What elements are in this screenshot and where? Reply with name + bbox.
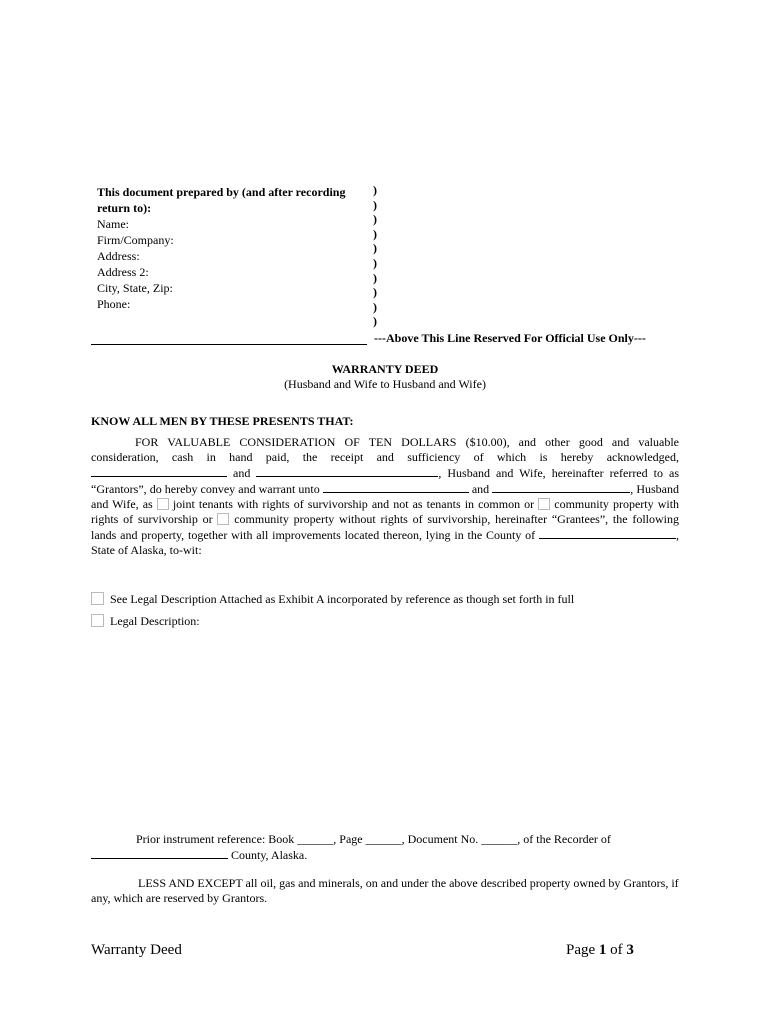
field-firm: Firm/Company: bbox=[97, 233, 174, 247]
page-label: Page bbox=[566, 942, 596, 958]
grantor2-blank[interactable] bbox=[256, 465, 438, 477]
community-no-survivorship-checkbox[interactable] bbox=[217, 513, 229, 525]
document-title: WARRANTY DEED bbox=[331, 362, 439, 376]
paren: ) bbox=[373, 241, 377, 256]
legal-description-checkbox[interactable] bbox=[91, 614, 104, 627]
comma: , bbox=[630, 482, 634, 496]
community-survivorship-text: community property with rights of survivorship or bbox=[91, 497, 680, 526]
page-number bbox=[566, 943, 634, 958]
paren: ) bbox=[373, 226, 377, 241]
less-and-except-text: LESS AND EXCEPT all oil, gas and minerals, on and under the above described property owned by Grantors, if any, which are reserved by Grantors. bbox=[91, 876, 679, 905]
document-subtitle: (Husband and Wife to Husband and Wife) bbox=[284, 377, 486, 391]
footer-title: Warranty Deed bbox=[91, 942, 182, 958]
paren: ) bbox=[373, 183, 377, 197]
paren: ) bbox=[373, 270, 377, 285]
less-and-except bbox=[91, 876, 679, 906]
community-no-survivorship-text: community property without rights of survivorship, hereinafter “Grantees”, the following lands and property, together with all improvements located thereon, lying in the County of bbox=[91, 512, 680, 542]
field-city-state-zip: City, State, Zip: bbox=[97, 281, 173, 295]
of-label: of bbox=[610, 942, 623, 958]
exhibit-checkbox[interactable] bbox=[91, 592, 104, 605]
paren: ) bbox=[373, 255, 377, 270]
state-text: , State of Alaska, to-wit: bbox=[91, 528, 680, 557]
know-all-heading: KNOW ALL MEN BY THESE PRESENTS THAT: bbox=[91, 414, 354, 428]
and-text: and bbox=[471, 482, 490, 496]
grantor1-blank[interactable] bbox=[91, 465, 227, 477]
field-address2: Address 2: bbox=[97, 265, 149, 279]
preparer-heading: This document prepared by (and after recording bbox=[97, 185, 346, 199]
legal-description-option bbox=[91, 613, 200, 629]
county-blank[interactable] bbox=[539, 527, 676, 539]
current-page: 1 bbox=[598, 942, 607, 958]
field-address: Address: bbox=[97, 249, 140, 263]
paren: ) bbox=[373, 314, 377, 329]
paren: ) bbox=[373, 197, 377, 212]
and-text: and bbox=[233, 466, 251, 480]
field-phone: Phone: bbox=[97, 297, 131, 311]
prior-instrument bbox=[91, 832, 679, 863]
preparer-heading-cont: return to): bbox=[97, 201, 152, 215]
grantors-text: , Husband and Wife, hereinafter referred to as “Grantors”, do hereby convey and warrant unto bbox=[91, 466, 679, 496]
prior-instrument-text: Prior instrument reference: Book ______, Page ______, Document No. ______, of the Recorder of bbox=[136, 832, 611, 846]
exhibit-option bbox=[91, 591, 574, 607]
county-alaska-text: County, Alaska. bbox=[231, 848, 308, 862]
grantee1-blank[interactable] bbox=[323, 481, 469, 493]
community-survivorship-checkbox[interactable] bbox=[538, 498, 550, 510]
legal-description-label: Legal Description: bbox=[110, 614, 200, 628]
consideration-text: FOR VALUABLE CONSIDERATION OF TEN DOLLARS ($10.00), and other good and valuable consideration, cash in hand paid, the receipt and sufficiency of which is hereby acknowledged, bbox=[91, 435, 679, 464]
field-name: Name: bbox=[97, 217, 129, 231]
paren: ) bbox=[373, 285, 377, 300]
exhibit-label: See Legal Description Attached as Exhibit A incorporated by reference as though set forth in full bbox=[110, 592, 575, 606]
reserved-notice: ---Above This Line Reserved For Official Use Only--- bbox=[374, 331, 646, 345]
joint-tenants-text: joint tenants with rights of survivorship and not as tenants in common or bbox=[172, 497, 535, 511]
husband-wife-text: Husband and Wife, as bbox=[91, 482, 680, 511]
recorder-county-blank[interactable] bbox=[91, 847, 228, 859]
preparer-block bbox=[97, 184, 367, 312]
total-pages: 3 bbox=[626, 942, 634, 958]
conveyance-paragraph bbox=[91, 435, 679, 558]
paren-column bbox=[373, 183, 385, 329]
paren: ) bbox=[373, 212, 377, 227]
recording-divider bbox=[91, 344, 367, 345]
joint-tenants-checkbox[interactable] bbox=[157, 498, 169, 510]
paren: ) bbox=[373, 299, 377, 314]
grantee2-blank[interactable] bbox=[492, 481, 630, 493]
